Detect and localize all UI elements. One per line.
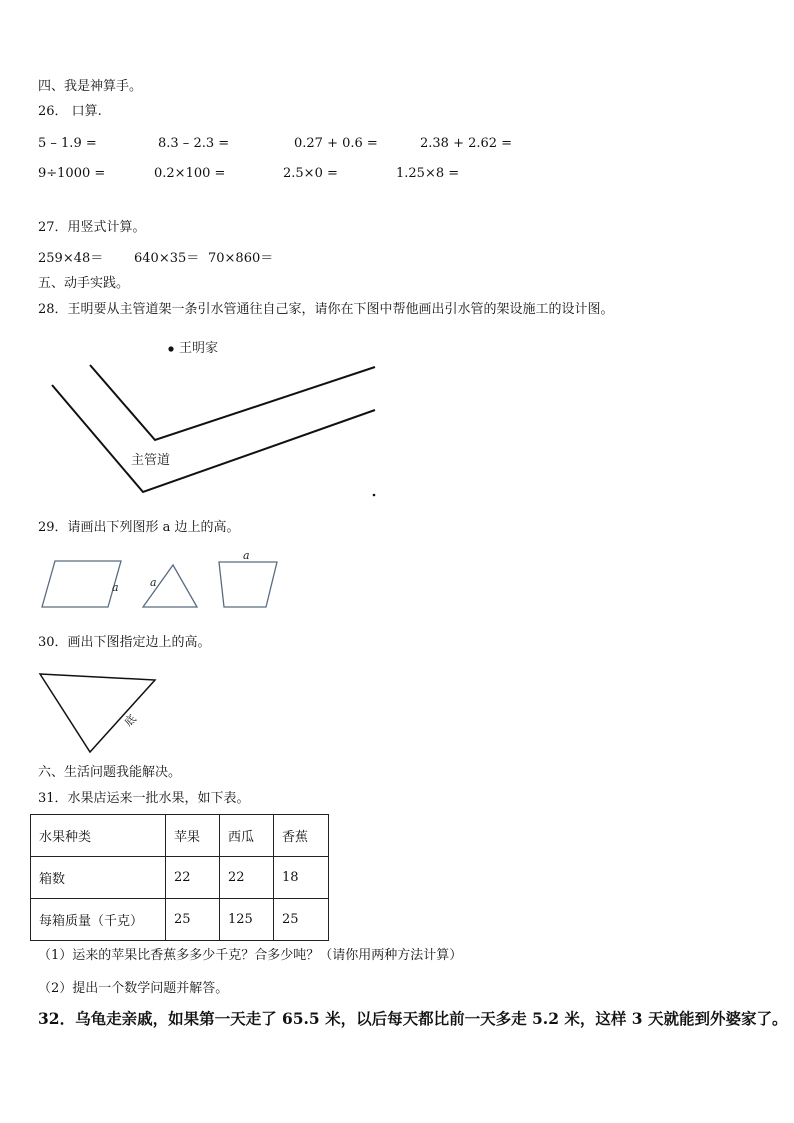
q28-title: 28．王明要从主管道架一条引水管通往自己家，请你在下图中帮他画出引水管的架设施工的设计图。 <box>38 302 614 317</box>
q32-title: 32．乌龟走亲戚，如果第一天走了 65.5 米，以后每天都比前一天多走 5.2 米，这样 3 天就能到外婆家了。 <box>38 1009 788 1028</box>
parallelogram-shape <box>42 561 121 607</box>
table-cell: 25 <box>274 899 329 941</box>
side-a-label: a <box>150 576 157 589</box>
section4-title: 四、我是神算手。 <box>38 79 143 94</box>
side-a-label: a <box>243 549 250 562</box>
section5-title: 五、动手实践。 <box>38 276 130 291</box>
table-cell: 22 <box>220 857 274 899</box>
house-dot <box>168 346 173 351</box>
side-a-label: a <box>112 581 119 594</box>
table-row <box>31 857 329 899</box>
table-cell: 香蕉 <box>274 815 329 857</box>
q26-item: 0.27 + 0.6 = <box>294 136 378 151</box>
trapezoid-shape <box>219 562 277 607</box>
q26-title: 26． 口算. <box>38 104 102 119</box>
q26-item: 5 – 1.9 = <box>38 136 97 151</box>
q31-title: 31．水果店运来一批水果，如下表。 <box>38 791 250 806</box>
table-cell: 125 <box>220 899 274 941</box>
obtuse-triangle-shape <box>40 674 155 752</box>
q26-item: 2.5×0 = <box>283 166 338 181</box>
q27-item: 70×860＝ <box>208 251 274 266</box>
house-label: 王明家 <box>179 341 219 356</box>
triangle-shape <box>143 565 197 607</box>
q30-title: 30．画出下图指定边上的高。 <box>38 635 211 650</box>
q26-item: 2.38 + 2.62 = <box>420 136 513 151</box>
q26-item: 9÷1000 = <box>38 166 106 181</box>
pipe-upper-line <box>90 365 375 440</box>
table-row <box>31 815 329 857</box>
table-cell: 22 <box>166 857 220 899</box>
q27-item: 259×48＝ <box>38 251 104 266</box>
q26-item: 1.25×8 = <box>396 166 460 181</box>
q26-item: 8.3 – 2.3 = <box>158 136 230 151</box>
table-cell: 每箱质量（千克） <box>31 899 166 941</box>
q31-sub2: （2）提出一个数学问题并解答。 <box>38 981 229 996</box>
q27-item: 640×35＝ <box>134 251 200 266</box>
fruit-table <box>30 814 329 941</box>
q29-title: 29．请画出下列图形 a 边上的高。 <box>38 520 240 535</box>
stray-dot <box>373 494 376 497</box>
table-cell: 18 <box>274 857 329 899</box>
table-cell: 西瓜 <box>220 815 274 857</box>
table-cell: 水果种类 <box>31 815 166 857</box>
table-cell: 箱数 <box>31 857 166 899</box>
pipe-lower-line <box>52 385 375 492</box>
table-row <box>31 899 329 941</box>
q26-item: 0.2×100 = <box>154 166 226 181</box>
base-label: 底 <box>121 712 139 730</box>
table-cell: 苹果 <box>166 815 220 857</box>
section6-title: 六、生活问题我能解决。 <box>38 765 182 780</box>
q31-sub1: （1）运来的苹果比香蕉多多少千克？合多少吨？（请你用两种方法计算） <box>38 948 463 963</box>
q27-title: 27．用竖式计算。 <box>38 220 146 235</box>
table-cell: 25 <box>166 899 220 941</box>
pipe-label: 主管道 <box>131 453 171 468</box>
